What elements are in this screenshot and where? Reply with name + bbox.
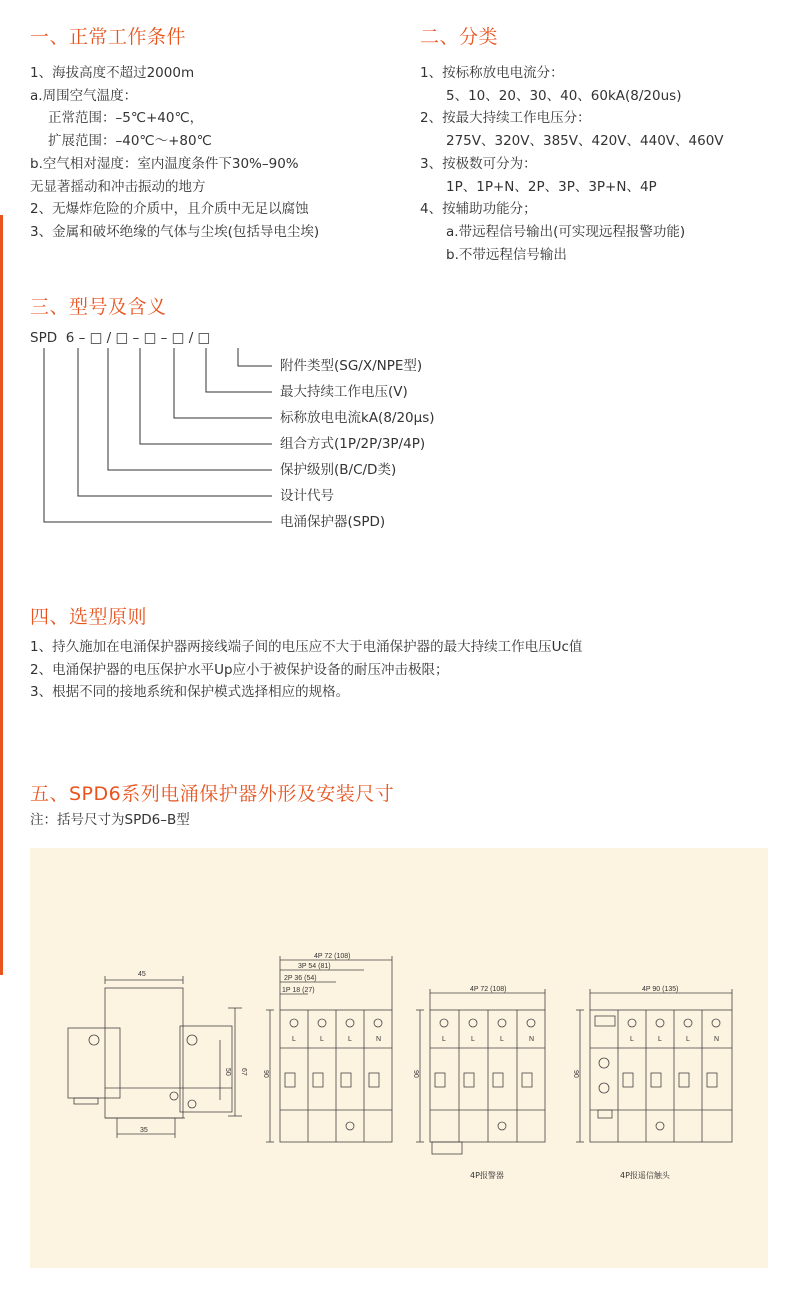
selection-principles-text	[30, 636, 582, 704]
remote-caption: 4P报遥信触头	[620, 1171, 670, 1180]
cls-line: 275V、320V、385V、420V、440V、460V	[446, 133, 724, 150]
front-pole-label: L	[348, 1036, 352, 1043]
side-width-bottom: 35	[140, 1127, 148, 1134]
front-dim-1p: 1P 18 (27)	[282, 987, 315, 994]
sp-line: 2、电涌保护器的电压保护水平Up应小于被保护设备的耐压冲击极限；	[30, 661, 449, 678]
model-item-accessory: 附件类型(SG/X/NPE型)	[280, 358, 423, 374]
side-height-2: 50	[224, 1068, 231, 1076]
model-item-discharge-current: 标称放电电流kA(8/20μs)	[280, 410, 435, 426]
cls-line: b.不带远程信号输出	[446, 246, 567, 263]
wc-line: b.空气相对湿度：室内温度条件下30%–90%	[30, 155, 299, 172]
section-title-model-meaning: 三、型号及含义	[30, 296, 167, 318]
model-leader-lines	[0, 0, 806, 540]
alarm-pole-label: N	[529, 1036, 535, 1043]
front-pole-label: L	[292, 1036, 296, 1043]
front-dim-4p: 4P 72 (108)	[314, 953, 351, 960]
cls-line: 3、按极数可分为：	[420, 155, 537, 172]
wc-line: 正常范围：–5℃+40℃，	[48, 110, 204, 127]
section-title-classification: 二、分类	[420, 26, 499, 48]
side-view-drawing	[68, 976, 242, 1138]
remote-pole-label: N	[714, 1036, 720, 1043]
section-title-selection-principles: 四、选型原则	[30, 606, 148, 628]
dimension-note: 注：括号尺寸为SPD6–B型	[30, 812, 190, 828]
alarm-pole-label: L	[442, 1036, 446, 1043]
cls-line: 4、按辅助功能分；	[420, 201, 537, 218]
dimension-drawing-panel	[30, 848, 768, 1268]
model-item-max-voltage: 最大持续工作电压(V)	[280, 384, 408, 400]
cls-line: 5、10、20、30、40、60kA(8/20us)	[446, 87, 682, 104]
terminal-screws	[290, 1019, 720, 1130]
wc-line: 3、金属和破坏绝缘的气体与尘埃(包括导电尘埃)	[30, 223, 320, 240]
wc-line: 2、无爆炸危险的介质中，且介质中无足以腐蚀	[30, 201, 309, 218]
alarm-pole-label: L	[500, 1036, 504, 1043]
model-item-spd: 电涌保护器(SPD)	[280, 514, 386, 530]
wc-line: 无显著摇动和冲击振动的地方	[30, 178, 206, 195]
wc-line: a.周围空气温度：	[30, 87, 138, 104]
front-pole-label: N	[376, 1036, 382, 1043]
cls-line: a.带远程信号输出(可实现远程报警功能)	[446, 223, 686, 240]
alarm-dim-height: 90	[412, 1070, 419, 1078]
front-dim-2p: 2P 36 (54)	[284, 975, 317, 982]
cls-line: 2、按最大持续工作电压分：	[420, 110, 591, 127]
model-code: SPD 6 – □ / □ – □ – □ / □	[30, 330, 211, 346]
alarm-caption: 4P报警器	[470, 1171, 504, 1180]
remote-dim-height: 90	[572, 1070, 579, 1078]
remote-pole-label: L	[630, 1036, 634, 1043]
dimension-drawings	[30, 848, 768, 1268]
alarm-view-drawing	[416, 989, 545, 1154]
front-view-drawing	[266, 956, 392, 1142]
model-item-protection-level: 保护级别(B/C/D类)	[280, 462, 397, 478]
sp-line: 1、持久施加在电涌保护器两接线端子间的电压应不大于电涌保护器的最大持续工作电压Uc值	[30, 639, 583, 655]
cls-line: 1、按标称放电电流分：	[420, 65, 564, 81]
remote-pole-label: L	[658, 1036, 662, 1043]
section-title-dimensions: 五、SPD6系列电涌保护器外形及安装尺寸	[30, 783, 395, 805]
front-dim-3p: 3P 54 (81)	[298, 963, 331, 970]
front-pole-label: L	[320, 1036, 324, 1043]
side-width-top: 45	[138, 971, 146, 978]
model-item-design-code: 设计代号	[280, 488, 334, 504]
remote-pole-label: L	[686, 1036, 690, 1043]
remote-dim-4p: 4P 90 (135)	[642, 986, 679, 993]
side-height-1: 67	[240, 1068, 247, 1076]
cls-line: 1P、1P+N、2P、3P、3P+N、4P	[446, 178, 657, 195]
alarm-dim-4p: 4P 72 (108)	[470, 986, 507, 993]
alarm-pole-label: L	[471, 1036, 475, 1043]
wc-line: 扩展范围：–40℃～+80℃	[48, 133, 212, 150]
remote-view-drawing	[576, 989, 732, 1142]
wc-line: 1、海拔高度不超过2000m	[30, 65, 195, 81]
front-dim-height: 90	[262, 1070, 269, 1078]
sp-line: 3、根据不同的接地系统和保护模式选择相应的规格。	[30, 684, 350, 701]
section-title-working-conditions: 一、正常工作条件	[30, 26, 187, 48]
model-item-combination: 组合方式(1P/2P/3P/4P)	[280, 436, 426, 452]
